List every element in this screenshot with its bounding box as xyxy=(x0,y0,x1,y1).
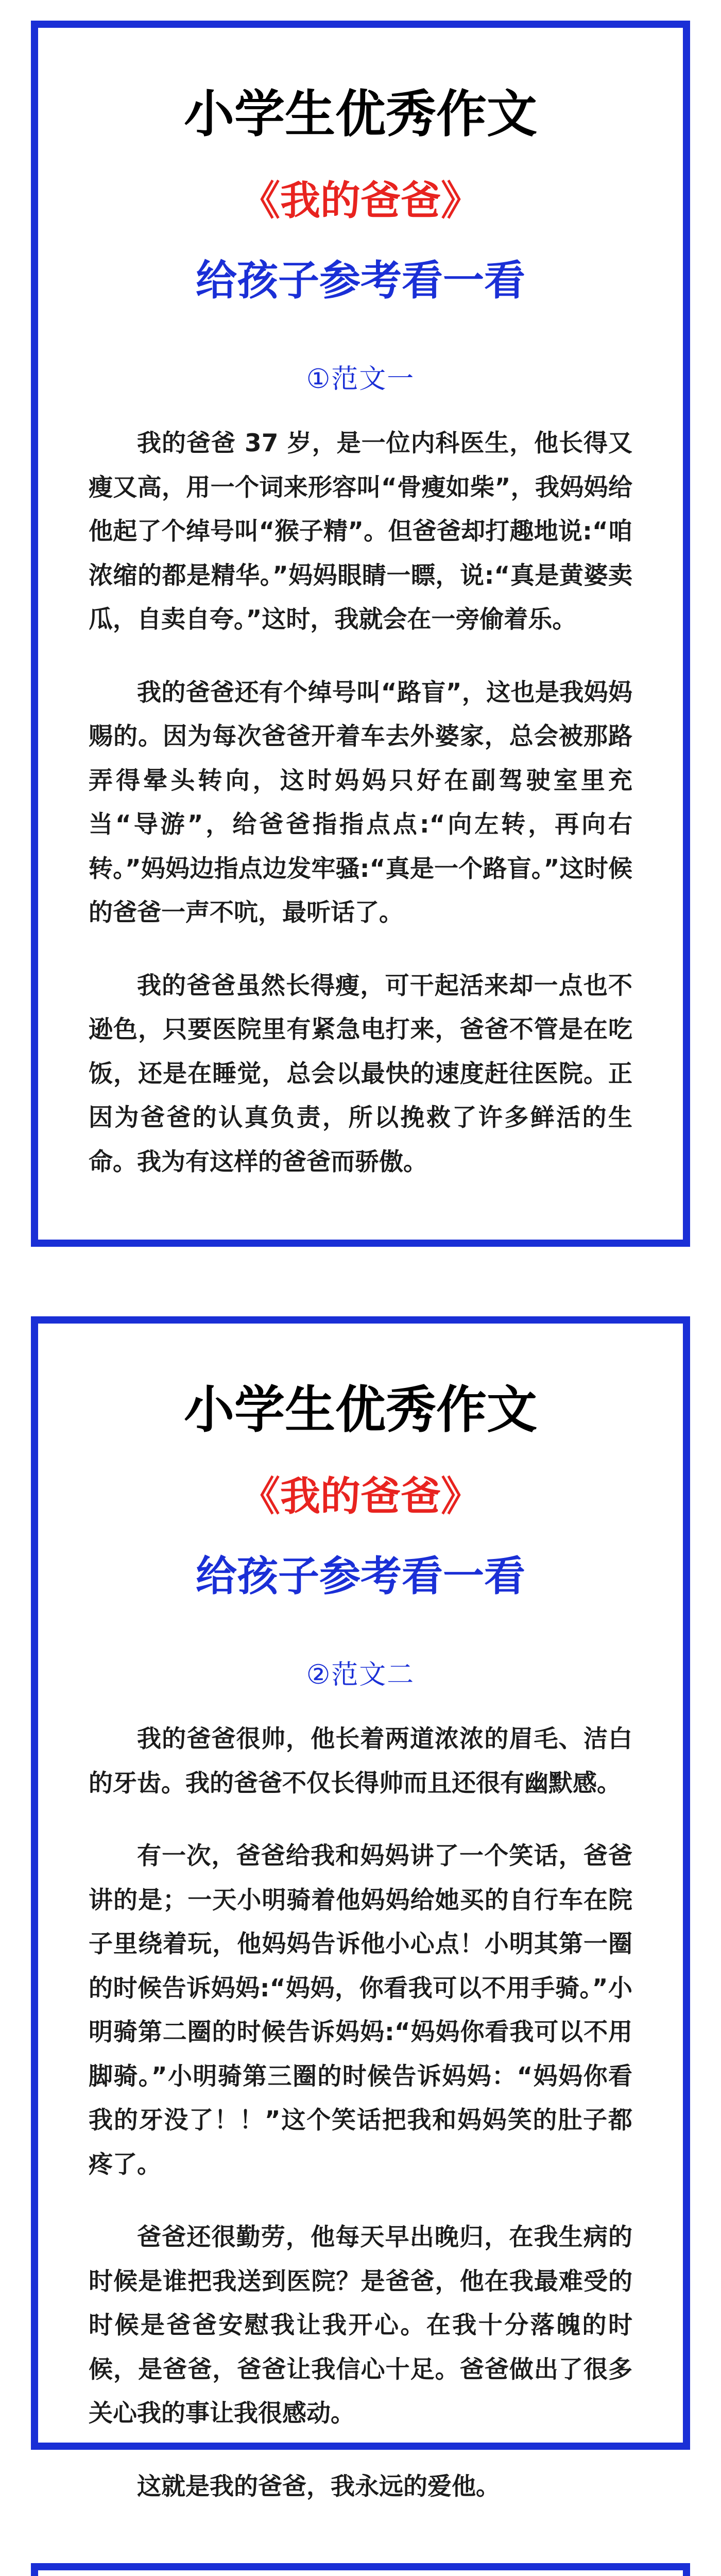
essay-card-3 xyxy=(31,2563,690,2576)
essay-paragraph: 我的爸爸很帅，他长着两道浓浓的眉毛、洁白的牙齿。我的爸爸不仅长得帅而且还很有幽默感。 xyxy=(89,1724,632,1798)
essay-heading: 小学生优秀作文 xyxy=(183,1381,537,1439)
sample-label: ②范文二 xyxy=(306,1659,415,1690)
essay-paragraph: 我的爸爸 37 岁，是一位内科医生，他长得又瘦又高，用一个词来形容叫“骨瘦如柴”，我妈妈给他起了个绰号叫“猴子精”。但爸爸却打趣地说:“咱浓缩的都是精华。”妈妈眼睛一瞟，说:“真是黄婆卖瓜，自卖自夸。”这时，我就会在一旁偷着乐。 xyxy=(89,429,632,634)
essay-paragraph: 有一次，爸爸给我和妈妈讲了一个笑话，爸爸讲的是；一天小明骑着他妈妈给她买的自行车在院子里绕着玩，他妈妈告诉他小心点！小明其第一圈的时候告诉妈妈:“妈妈，你看我可以不用手骑。”小明骑第二圈的时候告诉妈妈:“妈妈你看我可以不用脚骑。”小明骑第三圈的时候告诉妈妈：“妈妈你看我的牙没了！！”这个笑话把我和妈妈笑的肚子都疼了。 xyxy=(89,1842,632,2179)
essay-subtitle: 给孩子参考看一看 xyxy=(196,1552,525,1600)
essay-card-1 xyxy=(31,21,690,1247)
essay-subtitle: 给孩子参考看一看 xyxy=(196,256,525,304)
essay-book-title: 《我的爸爸》 xyxy=(239,1473,481,1520)
essay-heading: 小学生优秀作文 xyxy=(183,85,537,144)
essay-paragraph: 这就是我的爸爸，我永远的爱他。 xyxy=(137,2472,500,2501)
essay-paragraph: 我的爸爸虽然长得瘦，可干起活来却一点也不逊色，只要医院里有紧急电打来，爸爸不管是在吃饭，还是在睡觉，总会以最快的速度赶往医院。正因为爸爸的认真负责，所以挽救了许多鲜活的生命。我为有这样的爸爸而骄傲。 xyxy=(89,971,632,1176)
essay-card-2 xyxy=(31,1316,690,2501)
essay-book-title: 《我的爸爸》 xyxy=(239,177,481,224)
essay-paragraph: 我的爸爸还有个绰号叫“路盲”，这也是我妈妈赐的。因为每次爸爸开着车去外婆家，总会被那路弄得晕头转向，这时妈妈只好在副驾驶室里充当“导游”，给爸爸指指点点:“向左转，再向右转。”妈妈边指点边发牢骚:“真是一个路盲。”这时候的爸爸一声不吭，最听话了。 xyxy=(89,678,632,927)
essay-paragraph: 爸爸还很勤劳，他每天早出晚归，在我生病的时候是谁把我送到医院？是爸爸，他在我最难受的时候是爸爸安慰我让我开心。在我十分落魄的时候，是爸爸，爸爸让我信心十足。爸爸做出了很多关心我的事让我很感动。 xyxy=(89,2223,632,2428)
sample-label: ①范文一 xyxy=(306,363,415,395)
